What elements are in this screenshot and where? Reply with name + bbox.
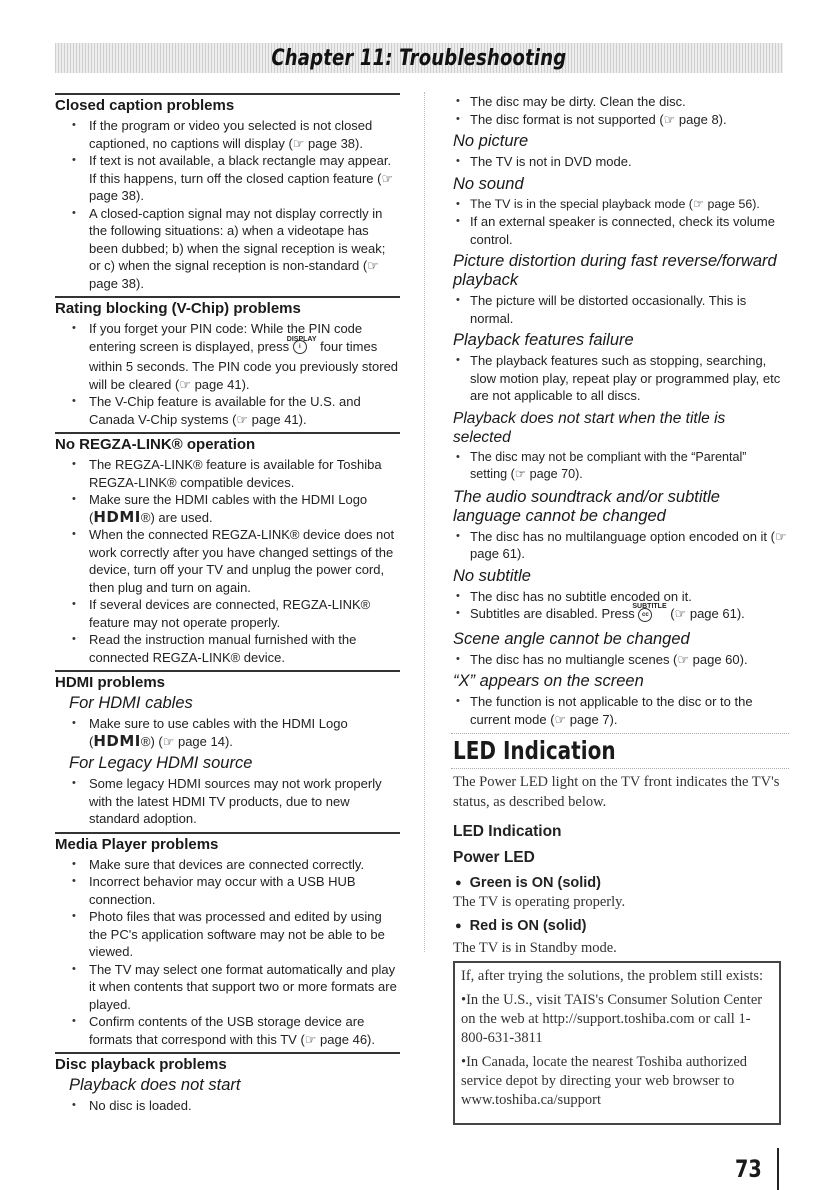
subheading-legacy-hdmi: For Legacy HDMI source: [69, 754, 253, 772]
legacy-hdmi-list: [55, 775, 400, 828]
subheading-x-appears: “X” appears on the screen: [453, 672, 644, 690]
section-heading-media-player: Media Player problems: [55, 832, 400, 853]
led-intro: The Power LED light on the TV front indicates the TV's status, as described below.: [453, 774, 780, 810]
led-subheading: LED Indication: [453, 823, 562, 840]
audio-list: [451, 528, 787, 563]
support-info-box: [453, 961, 781, 1125]
subtitle-button-label: SUBTITLE: [632, 603, 667, 610]
no-subtitle-list: [451, 588, 787, 626]
disc-continued-list: [451, 93, 787, 128]
list-item: • If text is not available, a black rectangle may appear. If this happens, turn off the closed caption feature (☞ page 38).: [55, 152, 400, 205]
support-canada: •In Canada, locate the nearest Toshiba authorized service depot by directing your web browser to www.toshiba.ca/support: [461, 1054, 748, 1108]
green-on-label: ● Green is ON (solid): [455, 875, 601, 891]
subheading-playback-features: Playback features failure: [453, 331, 634, 349]
hdmi-item1-a: Make sure to use cables with the HDMI Logo (: [89, 716, 348, 749]
list-item: • The disc format is not supported (☞ page 8).: [451, 111, 787, 129]
section-heading-regza: No REGZA-LINK® operation: [55, 432, 400, 453]
title-selected-list: [451, 449, 787, 484]
led-section-title: [451, 733, 789, 769]
green-on-description: The TV is operating properly.: [453, 894, 626, 910]
power-led-heading: Power LED: [453, 849, 535, 866]
vchip-item1-a: If you forget your PIN code: While the PIN code entering screen is displayed, press: [89, 321, 363, 354]
list-item: • The disc may be dirty. Clean the disc.: [451, 93, 787, 111]
support-us: •In the U.S., visit TAIS's Consumer Solution Center on the web at http://support.toshiba.com or call 1-800-631-3811: [461, 992, 763, 1046]
no-picture-list: [451, 153, 787, 171]
subheading-no-picture: No picture: [453, 132, 529, 150]
list-item: • The playback features such as stopping, searching, slow motion play, repeat play or programmed play, etc are not applicable to all discs.: [451, 352, 787, 405]
angle-list: [451, 651, 787, 669]
list-item: • Photo files that was processed and edited by using the PC's application software may not be able to be viewed.: [55, 908, 400, 961]
list-item: [55, 320, 400, 393]
vchip-item1-b: four times within 5 seconds. The PIN code you previously stored will be cleared (☞ page 41).: [89, 338, 399, 392]
regza-item2-a: Make sure the HDMI cables with the HDMI Logo (: [89, 492, 368, 525]
list-item: • The function is not applicable to the disc or to the current mode (☞ page 7).: [451, 693, 787, 728]
subtitle-item2-a: Subtitles are disabled. Press: [470, 606, 635, 621]
disc-list: [55, 1097, 400, 1115]
hdmi-item1-b: ®) (☞ page 14).: [140, 733, 233, 749]
features-list: [451, 352, 787, 405]
subheading-audio-subtitle: The audio soundtrack and/or subtitle language cannot be changed: [453, 487, 720, 525]
vchip-list: [55, 320, 400, 428]
column-divider: [424, 92, 425, 952]
list-item: • Incorrect behavior may occur with a USB HUB connection.: [55, 873, 400, 908]
subheading-no-subtitle: No subtitle: [453, 566, 531, 585]
list-item: • The TV may select one format automatically and play it when contents that support two or more formats are played.: [55, 961, 400, 1014]
subtitle-item2-b: (☞ page 61).: [670, 606, 745, 621]
hdmi-logo-icon: HDMI: [93, 731, 141, 750]
led-title-text: LED Indication: [453, 736, 616, 765]
right-column: [451, 93, 787, 732]
list-item: • The TV is not in DVD mode.: [451, 153, 787, 171]
red-on-description: The TV is in Standby mode.: [453, 940, 617, 956]
list-item: • The disc may not be compliant with the “Parental” setting (☞ page 70).: [451, 449, 787, 484]
display-button-icon: i: [293, 340, 307, 354]
list-item: • The TV is in the special playback mode (☞ page 56).: [451, 196, 787, 214]
list-item: • If several devices are connected, REGZA-LINK® feature may not operate properly.: [55, 596, 400, 631]
section-heading-hdmi: HDMI problems: [55, 670, 400, 691]
subheading-no-sound: No sound: [453, 174, 524, 193]
subheading-hdmi-cables: For HDMI cables: [69, 694, 193, 712]
chapter-banner: [55, 43, 783, 73]
distortion-list: [451, 292, 787, 327]
list-item: • When the connected REGZA-LINK® device does not work correctly after you have changed settings of the device, turn off your TV and unplug the power cord, then plug and turn on again.: [55, 526, 400, 596]
list-item: • If the program or video you selected is not closed captioned, no captions will display (☞ page 38).: [55, 117, 400, 152]
list-item: • The disc has no multiangle scenes (☞ page 60).: [451, 651, 787, 669]
display-button-label: DISPLAY: [286, 335, 317, 343]
red-on-label: ● Red is ON (solid): [455, 918, 587, 934]
green-on-text: Green is ON (solid): [469, 875, 601, 891]
subheading-scene-angle: Scene angle cannot be changed: [453, 629, 690, 648]
red-on-text: Red is ON (solid): [469, 918, 587, 934]
list-item: • Read the instruction manual furnished with the connected REGZA-LINK® device.: [55, 631, 400, 666]
page-number-bar: [777, 1148, 779, 1190]
subheading-title-selected: Playback does not start when the title is selected: [453, 409, 726, 446]
chapter-title: Chapter 11: Troubleshooting: [271, 45, 567, 71]
list-item: • The V-Chip feature is available for the U.S. and Canada V-Chip systems (☞ page 41).: [55, 393, 400, 428]
page-number: 73: [735, 1155, 762, 1183]
regza-list: [55, 456, 400, 666]
left-column: [55, 93, 400, 1119]
list-item: • The disc has no multilanguage option encoded on it (☞ page 61).: [451, 528, 787, 563]
no-sound-list: [451, 196, 787, 249]
section-heading-disc-playback: Disc playback problems: [55, 1052, 400, 1073]
regza-item2-b: ®) are used.: [140, 509, 213, 525]
list-item: • A closed-caption signal may not display correctly in the following situations: a) when a videotape has been dubbed; b) when the signal reception is weak; or c) when the signal reception is non-standard (☞ page 38).: [55, 205, 400, 293]
list-item: • Confirm contents of the USB storage device are formats that correspond with this TV (☞ page 46).: [55, 1013, 400, 1048]
list-item: • If an external speaker is connected, check its volume control.: [451, 213, 787, 248]
section-heading-closed-caption: Closed caption problems: [55, 93, 400, 114]
closed-caption-list: [55, 117, 400, 292]
list-item: • The picture will be distorted occasionally. This is normal.: [451, 292, 787, 327]
x-appears-list: [451, 693, 787, 728]
media-player-list: [55, 856, 400, 1049]
list-item: • Some legacy HDMI sources may not work properly with the latest HDMI TV products, due to new standard adoption.: [55, 775, 400, 828]
subheading-playback-not-start: Playback does not start: [69, 1076, 241, 1094]
list-item: [55, 491, 400, 526]
section-heading-vchip: Rating blocking (V-Chip) problems: [55, 296, 400, 317]
list-item: • No disc is loaded.: [55, 1097, 400, 1115]
subheading-picture-distortion: Picture distortion during fast reverse/forward playback: [453, 252, 777, 289]
support-intro: If, after trying the solutions, the problem still exists:: [461, 968, 764, 984]
hdmi-cables-list: [55, 715, 400, 750]
list-item: [451, 605, 787, 626]
hdmi-logo-icon: HDMI: [93, 507, 141, 526]
list-item: • The disc has no subtitle encoded on it.: [451, 588, 787, 606]
list-item: [55, 715, 400, 750]
subtitle-button-icon: cc: [638, 608, 652, 622]
list-item: • The REGZA-LINK® feature is available for Toshiba REGZA-LINK® compatible devices.: [55, 456, 400, 491]
list-item: • Make sure that devices are connected correctly.: [55, 856, 400, 874]
